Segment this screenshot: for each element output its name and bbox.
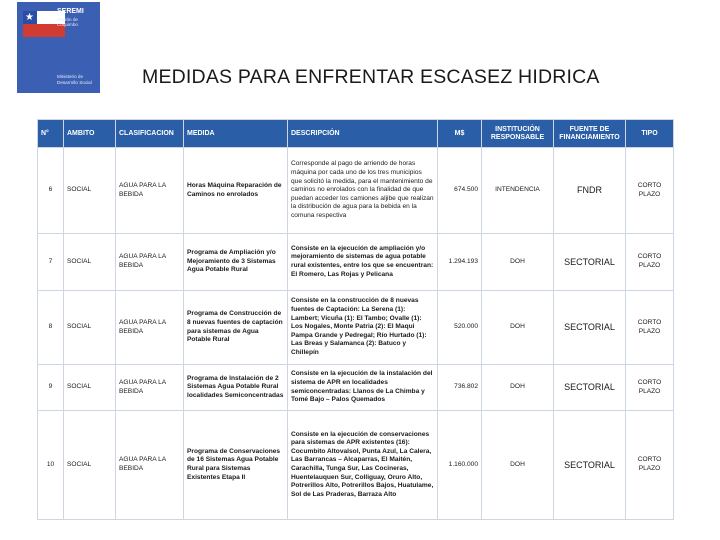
cell-institucion: INTENDENCIA — [482, 148, 554, 234]
cell-num: 6 — [38, 148, 64, 234]
cell-num: 7 — [38, 234, 64, 291]
cell-medida: Horas Máquina Reparación de Caminos no enrolados — [184, 148, 288, 234]
cell-fuente: FNDR — [554, 148, 626, 234]
cell-fuente: SECTORIAL — [554, 234, 626, 291]
logo-title: SEREMI — [57, 8, 84, 15]
cell-monto: 1.160.000 — [438, 411, 482, 520]
table-row — [38, 291, 674, 365]
cell-tipo: CORTO PLAZO — [626, 291, 674, 365]
cell-descripcion: Corresponde al pago de arriendo de horas máquina por cada uno de los tres municipios que solicitó la medida, para el mantenimiento de caminos no enrolados con la finalidad de que puedan acceder los camiones aljibe que realizan la distribución de agua para la bebida en la comuna respectiva — [288, 148, 438, 234]
cell-fuente: SECTORIAL — [554, 365, 626, 411]
cell-medida: Programa de Conservaciones de 16 Sistemas Agua Potable Rural para Sistemas Existentes Etapa II — [184, 411, 288, 520]
cell-descripcion: Consiste en la ejecución de ampliación y/o mejoramiento de sistemas de agua potable rural existentes, entre los que se encuentran: El Romero, Las Rojas y Pelicana — [288, 234, 438, 291]
header-ambito: AMBITO — [64, 120, 116, 148]
cell-descripcion: Consiste en la construcción de 8 nuevas fuentes de Captación: La Serena (1): Lambert; Vicuña (1): El Tambo; Ovalle (1): Los Nogales, Monte Patria (2): El Maqui Pampa Grande y Pedregal; Río Hurtado (1): Las Breas y Salamanca (2): Batuco y Chillepín — [288, 291, 438, 365]
header-medida: MEDIDA — [184, 120, 288, 148]
header-institucion: INSTITUCIÓN RESPONSABLE — [482, 120, 554, 148]
header-descripcion: DESCRIPCIÓN — [288, 120, 438, 148]
table-row — [38, 234, 674, 291]
cell-tipo: CORTO PLAZO — [626, 411, 674, 520]
cell-medida: Programa de Ampliación y/o Mejoramiento de 3 Sistemas Agua Potable Rural — [184, 234, 288, 291]
table-row — [38, 365, 674, 411]
cell-ambito: SOCIAL — [64, 365, 116, 411]
cell-medida: Programa de Instalación de 2 Sistemas Agua Potable Rural localidades Semiconcentradas — [184, 365, 288, 411]
logo-ministry: Ministerio de Desarrollo Social — [57, 74, 92, 85]
cell-ambito: SOCIAL — [64, 148, 116, 234]
header-fuente: FUENTE DE FINANCIAMIENTO — [554, 120, 626, 148]
cell-institucion: DOH — [482, 411, 554, 520]
table-header-row — [38, 120, 674, 148]
cell-clasificacion: AGUA PARA LA BEBIDA — [116, 234, 184, 291]
seremi-logo — [17, 2, 100, 93]
cell-tipo: CORTO PLAZO — [626, 365, 674, 411]
cell-ambito: SOCIAL — [64, 291, 116, 365]
cell-fuente: SECTORIAL — [554, 291, 626, 365]
measures-table — [37, 119, 674, 520]
cell-tipo: CORTO PLAZO — [626, 148, 674, 234]
cell-institucion: DOH — [482, 234, 554, 291]
cell-tipo: CORTO PLAZO — [626, 234, 674, 291]
cell-medida: Programa de Construcción de 8 nuevas fuentes de captación para sistemas de Agua Potable Rural — [184, 291, 288, 365]
chile-flag-icon: ★ — [23, 11, 65, 37]
page-title: MEDIDAS PARA ENFRENTAR ESCASEZ HIDRICA — [142, 66, 600, 88]
cell-ambito: SOCIAL — [64, 234, 116, 291]
cell-num: 8 — [38, 291, 64, 365]
header-clasificacion: CLASIFICACION — [116, 120, 184, 148]
cell-descripcion: Consiste en la ejecución de la instalación del sistema de APR en localidades semiconcentradas: Llanos de La Chimba y Tomé Bajo – Palos Quemados — [288, 365, 438, 411]
cell-num: 10 — [38, 411, 64, 520]
cell-monto: 674.500 — [438, 148, 482, 234]
cell-monto: 1.294.193 — [438, 234, 482, 291]
cell-fuente: SECTORIAL — [554, 411, 626, 520]
header-monto: M$ — [438, 120, 482, 148]
cell-monto: 520.000 — [438, 291, 482, 365]
cell-ambito: SOCIAL — [64, 411, 116, 520]
cell-descripcion: Consiste en la ejecución de conservaciones para sistemas de APR existentes (16): Cocumbito Altovalsol, Punta Azul, La Calera, Las Barrancas – Alcaparras, El Maitén, Carachilla, Tunga Sur, Las Cocineras, Huentelauquen Sur, Colliguay, Oruro Alto, Potrerillos Alto, Potrerillos Bajos, Huatulame, Sol de Las Praderas, Barraza Alto — [288, 411, 438, 520]
cell-clasificacion: AGUA PARA LA BEBIDA — [116, 291, 184, 365]
cell-clasificacion: AGUA PARA LA BEBIDA — [116, 365, 184, 411]
logo-region: Región de Coquimbo — [57, 17, 78, 27]
header-num: N° — [38, 120, 64, 148]
cell-clasificacion: AGUA PARA LA BEBIDA — [116, 411, 184, 520]
header-tipo: TIPO — [626, 120, 674, 148]
cell-monto: 736.802 — [438, 365, 482, 411]
table-row — [38, 148, 674, 234]
cell-institucion: DOH — [482, 365, 554, 411]
table-row — [38, 411, 674, 520]
cell-institucion: DOH — [482, 291, 554, 365]
cell-num: 9 — [38, 365, 64, 411]
cell-clasificacion: AGUA PARA LA BEBIDA — [116, 148, 184, 234]
